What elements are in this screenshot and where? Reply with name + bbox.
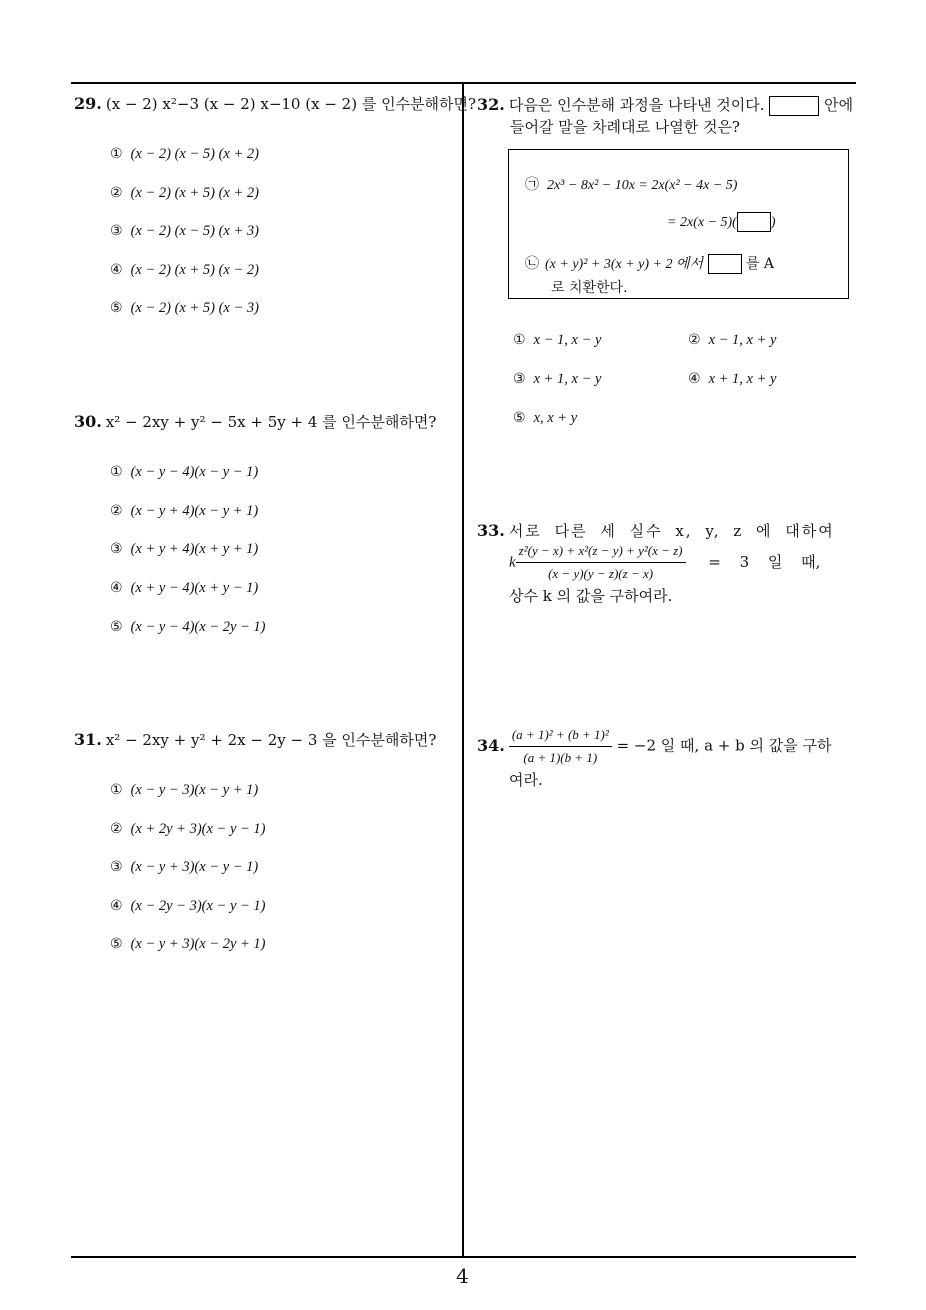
q29-option-4[interactable] [110, 262, 259, 279]
question-text: x² − 2xy + y² − 5x + 5y + 4 를 인수분해하면? [105, 413, 437, 431]
option-text: (x − 2y − 3)(x − y − 1) [130, 898, 266, 914]
circle-giyeok-mark: ㉠ [525, 177, 539, 193]
fraction-denominator: (a + 1)(b + 1) [523, 750, 598, 765]
option-mark: ⑤ [110, 936, 123, 952]
option-text: (x − 2) (x + 5) (x − 2) [130, 262, 259, 278]
option-text: (x + 2y + 3)(x − y − 1) [130, 821, 266, 837]
question-number: 32. [477, 95, 505, 114]
box-equation-1: 2x³ − 8x² − 10x = 2x(x² − 4x − 5) [547, 178, 738, 193]
option-mark: ① [110, 782, 123, 798]
option-text: (x − y + 4)(x − y + 1) [130, 503, 259, 519]
k-symbol: k [509, 554, 516, 571]
q33-line-3: 상수 k 의 값을 구하여라. [509, 587, 673, 605]
q33-line-1 [477, 520, 862, 542]
q31-option-2[interactable] [110, 821, 266, 838]
fraction-denominator: (x − y)(y − z)(z − x) [548, 566, 654, 581]
blank-box [708, 254, 742, 274]
option-text: x + 1, x − y [533, 371, 602, 387]
q32-option-4[interactable] [688, 371, 776, 388]
option-mark: ③ [513, 371, 526, 387]
option-text: (x − y + 3)(x − 2y + 1) [130, 936, 266, 952]
option-mark: ③ [110, 859, 123, 875]
option-text: x − 1, x + y [708, 332, 777, 348]
option-text: (x + y + 4)(x + y + 1) [130, 541, 259, 557]
option-mark: ① [513, 332, 526, 348]
fraction [509, 724, 612, 769]
bottom-rule [71, 1256, 856, 1258]
option-text: (x + y − 4)(x + y − 1) [130, 580, 259, 596]
question-29 [74, 93, 476, 115]
q30-option-3[interactable] [110, 541, 258, 558]
option-text: (x − 2) (x − 5) (x + 2) [130, 146, 259, 162]
option-mark: ② [110, 821, 123, 837]
question-text: 서로 다른 세 실수 x, y, z 에 대하여 [508, 522, 835, 540]
equation-rest: = 3 일 때, [708, 552, 821, 571]
question-34 [477, 724, 862, 791]
option-mark: ④ [110, 898, 123, 914]
option-mark: ③ [110, 223, 123, 239]
question-text-b: 안에 [824, 96, 854, 114]
question-30 [74, 411, 436, 433]
question-text: (x − 2) x²−3 (x − 2) x−10 (x − 2) 를 인수분해하면? [105, 95, 477, 113]
question-32 [477, 94, 862, 138]
question-33 [477, 520, 862, 607]
q30-option-2[interactable] [110, 503, 258, 520]
option-mark: ① [110, 146, 123, 162]
option-mark: ③ [110, 541, 123, 557]
option-text: (x − y + 3)(x − y − 1) [130, 859, 259, 875]
page-number: 4 [456, 1264, 469, 1288]
option-mark: ⑤ [110, 300, 123, 316]
option-mark: ② [688, 332, 701, 348]
q31-option-5[interactable] [110, 936, 266, 953]
q30-option-1[interactable] [110, 464, 258, 481]
option-text: (x − 2) (x + 5) (x + 2) [130, 185, 259, 201]
top-rule [71, 82, 856, 84]
q34-line-2: 여라. [509, 771, 543, 789]
q31-option-3[interactable] [110, 859, 258, 876]
q29-option-5[interactable] [110, 300, 259, 317]
option-mark: ② [110, 503, 123, 519]
q33-line-2 [509, 540, 862, 585]
q29-option-1[interactable] [110, 146, 259, 163]
option-text: (x − y − 4)(x − y − 1) [130, 464, 259, 480]
box-line-4: 로 치환한다. [551, 280, 628, 296]
q32-option-2[interactable] [688, 332, 776, 349]
q32-option-1[interactable] [513, 332, 601, 349]
question-number: 29. [74, 94, 102, 113]
box-equation-3a: (x + y)² + 3(x + y) + 2 에서 [545, 257, 704, 272]
question-text: = −2 일 때, a + b 의 값을 구하 [616, 736, 832, 755]
q31-option-4[interactable] [110, 898, 266, 915]
q32-process-box [508, 149, 849, 299]
q32-option-3[interactable] [513, 371, 601, 388]
question-text-a: 다음은 인수분해 과정을 나타낸 것이다. [508, 96, 765, 114]
question-number: 34. [477, 735, 505, 755]
box-line-1 [525, 174, 737, 194]
q30-option-5[interactable] [110, 619, 266, 636]
blank-box [769, 96, 819, 116]
circle-nieun-mark: ㉡ [525, 256, 539, 272]
option-text: (x − 2) (x − 5) (x + 3) [130, 223, 259, 239]
option-text: x + 1, x + y [708, 371, 777, 387]
option-text: (x − y − 4)(x − 2y − 1) [130, 619, 266, 635]
option-text: x, x + y [533, 410, 578, 426]
question-number: 33. [477, 521, 505, 540]
question-31 [74, 729, 436, 751]
question-number: 30. [74, 412, 102, 431]
option-mark: ⑤ [513, 410, 526, 426]
option-mark: ④ [110, 262, 123, 278]
question-text-c: 들어갈 말을 차례대로 나열한 것은? [510, 118, 740, 136]
blank-box [737, 212, 771, 232]
option-text: (x − 2) (x + 5) (x − 3) [130, 300, 259, 316]
fraction-numerator: z²(y − x) + x²(z − y) + y²(x − z) [516, 540, 686, 563]
fraction [516, 540, 686, 585]
box-equation-2a: = 2x(x − 5)( [667, 215, 737, 230]
box-equation-3b: 를 A [745, 256, 775, 272]
box-line-2 [667, 212, 775, 232]
option-mark: ① [110, 464, 123, 480]
box-equation-2b: ) [770, 215, 776, 230]
option-mark: ⑤ [110, 619, 123, 635]
q29-option-2[interactable] [110, 185, 259, 202]
option-text: x − 1, x − y [533, 332, 602, 348]
column-divider [462, 82, 464, 1258]
q29-option-3[interactable] [110, 223, 259, 240]
option-mark: ④ [688, 371, 701, 387]
question-number: 31. [74, 730, 102, 749]
option-mark: ④ [110, 580, 123, 596]
q32-option-5[interactable] [513, 410, 577, 427]
option-mark: ② [110, 185, 123, 201]
q30-option-4[interactable] [110, 580, 258, 597]
q31-option-1[interactable] [110, 782, 258, 799]
option-text: (x − y − 3)(x − y + 1) [130, 782, 259, 798]
question-text: x² − 2xy + y² + 2x − 2y − 3 을 인수분해하면? [105, 731, 437, 749]
box-line-3 [525, 253, 774, 274]
fraction-numerator: (a + 1)² + (b + 1)² [509, 724, 612, 747]
q34-line-1 [477, 724, 862, 769]
